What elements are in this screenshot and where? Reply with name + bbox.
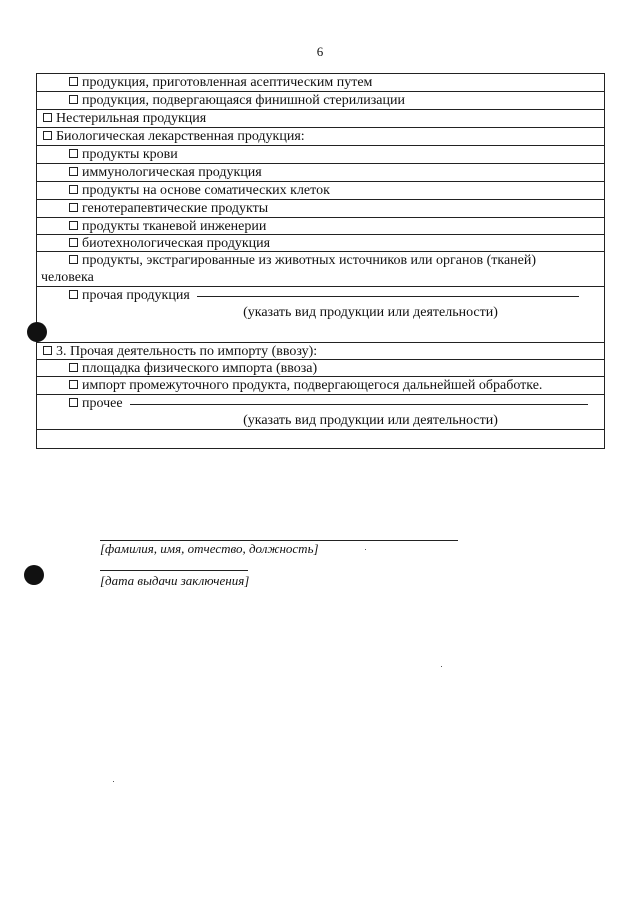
other-products-fill-line[interactable]: [197, 295, 579, 297]
label-gene-therapy: генотерапевтические продукты: [82, 201, 269, 216]
signature-date-line[interactable]: [100, 569, 248, 571]
signature-date-caption: [дата выдачи заключения]: [100, 573, 250, 588]
row-somatic-cells: [37, 182, 604, 200]
label-other: прочее: [82, 396, 123, 411]
row-blood: [37, 146, 604, 164]
row-gene-therapy: [37, 200, 604, 218]
other-products-line: [37, 287, 604, 304]
checkbox-tissue-engineering[interactable]: [69, 221, 78, 230]
row-physical-import-site: [37, 360, 604, 377]
label-terminal-sterilization: продукция, подвергающаяся финишной стерилизации: [82, 93, 405, 108]
checkbox-biological[interactable]: [43, 131, 52, 140]
other-hint: (указать вид продукции или деятельности): [243, 413, 498, 428]
binding-hole-1: [27, 322, 47, 342]
label-biological: Биологическая лекарственная продукция:: [56, 129, 305, 144]
row-aseptic: [37, 74, 604, 92]
row-extracted: [37, 252, 604, 287]
row-import-activity: [37, 343, 604, 360]
extracted-line-1: [37, 252, 604, 269]
label-intermediate-import: импорт промежуточного продукта, подвергающегося дальнейшей обработке.: [82, 378, 543, 393]
label-immunological: иммунологическая продукция: [82, 165, 262, 180]
checkbox-other-products[interactable]: [69, 290, 78, 299]
label-non-sterile: Нестерильная продукция: [56, 111, 207, 126]
row-other-products: [37, 287, 604, 343]
other-products-hint: (указать вид продукции или деятельности): [243, 305, 498, 320]
row-non-sterile: [37, 110, 604, 128]
checkbox-gene-therapy[interactable]: [69, 203, 78, 212]
label-biotech: биотехнологическая продукция: [82, 236, 271, 251]
checkbox-blood[interactable]: [69, 149, 78, 158]
label-other-products: прочая продукция: [82, 288, 190, 303]
row-tissue-engineering: [37, 218, 604, 235]
scan-speck: [441, 666, 442, 667]
label-somatic-cells: продукты на основе соматических клеток: [82, 183, 330, 198]
row-immunological: [37, 164, 604, 182]
label-tissue-engineering: продукты тканевой инженерии: [82, 219, 267, 234]
label-blood: продукты крови: [82, 147, 178, 162]
binding-hole-2: [24, 565, 44, 585]
other-line: [37, 395, 604, 412]
row-empty: [37, 430, 604, 448]
signature-name-caption: [фамилия, имя, отчество, должность]: [100, 541, 319, 556]
row-biotech: [37, 235, 604, 252]
checkbox-physical-import-site[interactable]: [69, 363, 78, 372]
label-aseptic: продукция, приготовленная асептическим путем: [82, 75, 373, 90]
page-number: 6: [316, 44, 324, 59]
label-extracted-line1: продукты, экстрагированные из животных источников или органов (тканей): [82, 253, 537, 268]
scan-speck: [365, 549, 366, 550]
row-other: [37, 395, 604, 430]
label-extracted-line2: человека: [41, 270, 94, 285]
activity-form-table: [36, 73, 605, 449]
scan-speck: [113, 781, 114, 782]
checkbox-somatic-cells[interactable]: [69, 185, 78, 194]
checkbox-extracted[interactable]: [69, 255, 78, 264]
row-biological: [37, 128, 604, 146]
checkbox-biotech[interactable]: [69, 238, 78, 247]
label-import-activity: 3. Прочая деятельность по импорту (ввозу):: [56, 344, 318, 359]
other-fill-line[interactable]: [130, 403, 588, 405]
checkbox-other[interactable]: [69, 398, 78, 407]
checkbox-non-sterile[interactable]: [43, 113, 52, 122]
checkbox-intermediate-import[interactable]: [69, 380, 78, 389]
label-physical-import-site: площадка физического импорта (ввоза): [82, 361, 318, 376]
checkbox-terminal-sterilization[interactable]: [69, 95, 78, 104]
checkbox-immunological[interactable]: [69, 167, 78, 176]
checkbox-import-activity[interactable]: [43, 346, 52, 355]
row-terminal-sterilization: [37, 92, 604, 110]
checkbox-aseptic[interactable]: [69, 77, 78, 86]
row-intermediate-import: [37, 377, 604, 395]
